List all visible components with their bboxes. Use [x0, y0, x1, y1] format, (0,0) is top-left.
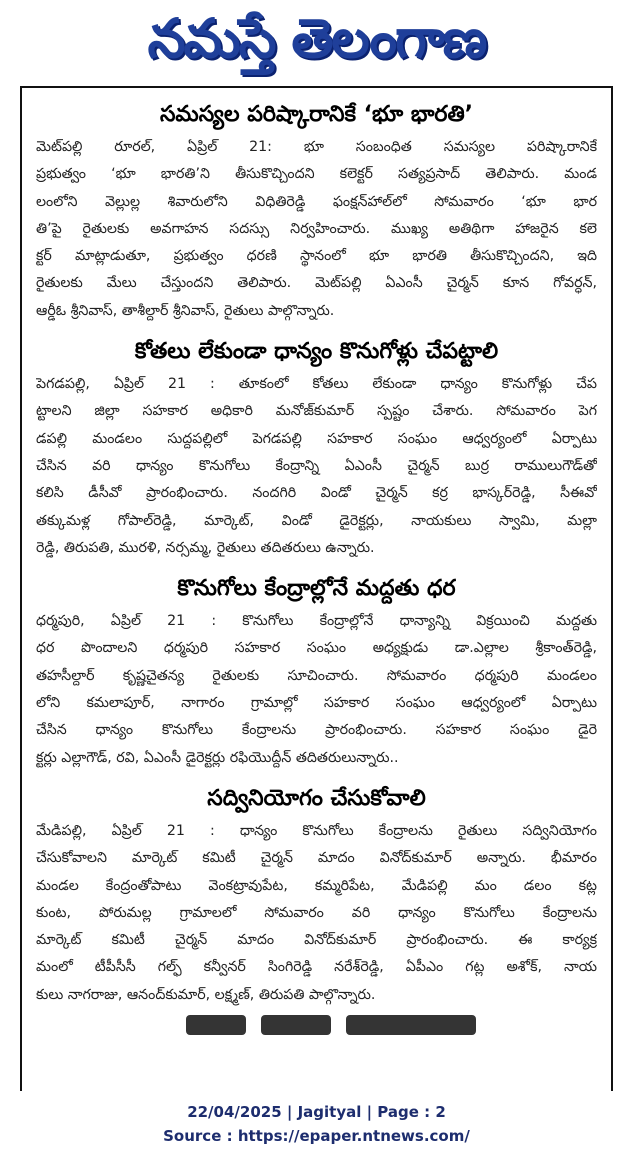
- article-headline: సమస్యల పరిష్కారానికే ‘భూ భారతి’: [159, 102, 474, 127]
- article-body: [36, 818, 597, 1009]
- article-line: చేసిన ధాన్యం కొనుగోలు కేంద్రాలను ప్రారంభించారు. సహకార సంఘం డైరె: [36, 722, 597, 739]
- article-line: కులు నాగరాజు, ఆనంద్‌కుమార్, లక్ష్మణ్, తిరుపతి పాల్గొన్నారు.: [36, 986, 376, 1003]
- article-line: ధర్మపురి, ఏప్రిల్ 21 : కొనుగోలు కేంద్రాల్లోనే ధాన్యాన్ని విక్రయించి మద్దతు: [36, 613, 597, 630]
- article-line: ప్రభుత్వం ‘భూ భారతి’ని తీసుకొచ్చిందని కలెక్టర్ సత్యప్రసాద్ తెలిపారు. మండ: [36, 166, 597, 183]
- clipping-footer: [0, 1100, 633, 1148]
- news-article: [22, 337, 611, 562]
- article-body: [36, 608, 597, 772]
- article-line: ట్టాలని జిల్లా సహకార అధికారి మనోజ్‌కుమార్ స్పష్టం చేశారు. సోమవారం పెగ: [36, 403, 597, 420]
- article-headline: సద్వినియోగం చేసుకోవాలి: [207, 785, 426, 811]
- articles-container: [22, 100, 611, 1009]
- article-line: రైతులకు మేలు చేస్తుందని తెలిపారు. మెట్‌పల్లి ఏఎంసీ చైర్మన్ కూన గోవర్ధన్,: [36, 275, 597, 292]
- news-article: [22, 574, 611, 772]
- article-line: తహసీల్దార్ కృష్ణచైతన్య రైతులకు సూచించారు. సోమవారం ధర్మపురి మండలం: [36, 667, 597, 684]
- article-line: ధర పొందాలని ధర్మపురి సహకార సంఘం అధ్యక్షుడు డా.ఎల్లాల శ్రీకాంత్‌రెడ్డి,: [36, 640, 597, 657]
- article-line: పెగడపల్లి, ఏప్రిల్ 21 : తూకంలో కోతలు లేకుండా ధాన్యం కొనుగోళ్లు చేప: [36, 376, 597, 393]
- article-line: కలిసి డీసీవో ప్రారంభించారు. నందగిరి విండో చైర్మన్ కర్ర భాస్కర్‌రెడ్డి, సీఈవో: [36, 485, 597, 502]
- article-headline: కోతలు లేకుండా ధాన్యం కొనుగోళ్లు చేపట్టాలి: [134, 339, 499, 365]
- article-line: మార్కెట్ కమిటీ చైర్మన్ మాదం వినోద్‌కుమార్ ప్రారంభించారు. ఈ కార్యక్ర: [36, 932, 597, 949]
- article-line: మెట్‌పల్లి రూరల్, ఏప్రిల్ 21: భూ సంబంధిత సమస్యల పరిష్కారానికే: [36, 139, 597, 155]
- article-line: మేడిపల్లి, ఏప్రిల్ 21 : ధాన్యం కొనుగోలు కేంద్రాలను రైతులు సద్వినియోగం: [36, 822, 597, 839]
- article-line: కుంట, పోరుమల్ల గ్రామాలలో సోమవారం వరి ధాన్యం కొనుగోలు కేంద్రాలను: [36, 904, 597, 921]
- news-article: [22, 100, 611, 325]
- masthead-title: నమస్తే తెలంగాణ: [147, 6, 486, 70]
- article-line: క్టర్లు ఎల్లాగౌడ్, రవి, ఏఎంసీ డైరెక్టర్లు రఫియొద్దీన్ తదితరులున్నారు..: [36, 749, 399, 766]
- article-line: తి’పై రైతులకు అవగాహన సదస్సు నిర్వహించారు. ముఖ్య అతిథిగా హాజరైన కలె: [36, 220, 597, 237]
- article-line: రెడ్డి, తిరుపతి, మురళి, నర్సమ్మ, రైతులు తదితరులు ఉన్నారు.: [36, 539, 375, 556]
- article-line: ఆర్డీఓ శ్రీనివాస్, తాశీల్దార్ శ్రీనివాస్, రైతులు పాల్గొన్నారు.: [36, 302, 335, 319]
- article-body: [36, 371, 597, 562]
- article-line: లోని కమలాపూర్, నాగారం గ్రామాల్లో సహకార సంఘం ఆధ్వర్యంలో ఏర్పాటు: [36, 695, 597, 712]
- article-body: [36, 134, 597, 325]
- cut-off-headline: [36, 1015, 597, 1037]
- article-line: మండల కేంద్రంతోపాటు వెంకట్రావుపేట, కమ్మరిపేట, మేడిపల్లి మం డలం కట్ల: [36, 877, 597, 894]
- source-link[interactable]: Source : https://epaper.ntnews.com/: [163, 1127, 470, 1145]
- article-line: క్టర్ మాట్లాడుతూ, ప్రభుత్వం ధరణి స్థానంలో భూ భారతి తీసుకొచ్చిందని, ఇది: [36, 248, 597, 265]
- edition-info: 22/04/2025 | Jagityal | Page : 2: [187, 1103, 446, 1121]
- article-line: చేసిన వరి ధాన్యం కొనుగోలు కేంద్రాన్ని ఏఎంసీ చైర్మన్ బుర్ర రాములుగౌడ్‌తో: [36, 457, 597, 474]
- news-clipping: [20, 86, 613, 1091]
- news-article: [22, 784, 611, 1009]
- article-line: మంలో టీపీసీసీ గల్ఫ్ కన్వీనర్ సింగిరెడ్డి నరేశ్‌రెడ్డి, ఏపీఎం గట్ల అశోక్, నాయ: [36, 959, 597, 976]
- article-line: తక్కుమళ్ల గోపాల్‌రెడ్డి, మార్కెట్, విండో డైరెక్టర్లు, నాయకులు స్వామి, మల్లా: [36, 512, 597, 529]
- newspaper-masthead: [0, 0, 633, 80]
- article-headline: కొనుగోలు కేంద్రాల్లోనే మద్దతు ధర: [177, 576, 456, 602]
- article-line: చేసుకోవాలని మార్కెట్ కమిటీ చైర్మన్ మాదం వినోద్‌కుమార్ అన్నారు. భీమారం: [36, 850, 597, 867]
- article-line: లంలోని వెల్లుల్ల శివారులోని విధితిరెడ్డి ఫంక్షన్‌హాల్‌లో సోమవారం ‘భూ భార: [36, 193, 597, 210]
- article-line: డపల్లి మండలం సుద్దపల్లిలో పెగడపల్లి సహకార సంఘం ఆధ్వర్యంలో ఏర్పాటు: [36, 430, 597, 447]
